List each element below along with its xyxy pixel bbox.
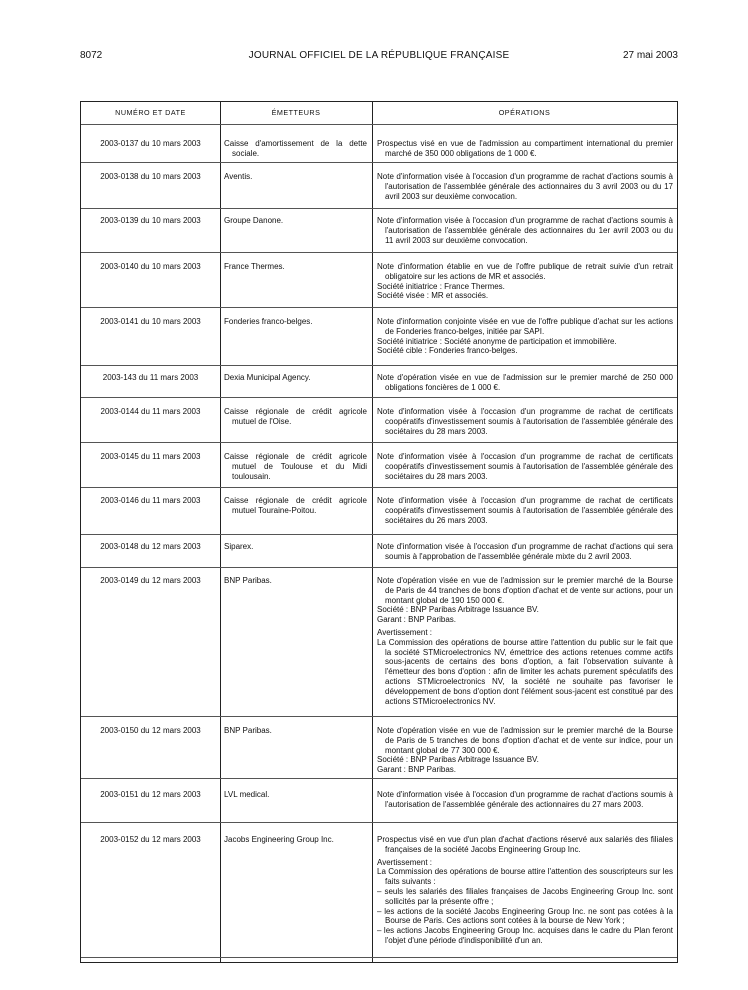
row-operations: Note d'information visée à l'occasion d'un programme de rachat d'actions qui sera soumis à l'approbation de l'assemblée générale mixte du 2 avril 2003.	[377, 542, 673, 561]
column-divider	[372, 102, 373, 962]
row-operations: Note d'information conjointe visée en vue de l'offre publique d'achat sur les actions de Fonderies franco-belges, initiée par SAPI. Société initiatrice : Société anonyme de participation et immobilière. Société cible : Fonderies franco-belges.	[377, 317, 673, 356]
row-number-date: 2003-0151 du 12 mars 2003	[100, 790, 201, 799]
row-number-date: 2003-0139 du 10 mars 2003	[100, 216, 201, 225]
row-issuer: Caisse d'amortissement de la dette sociale.	[224, 139, 367, 158]
row-divider	[81, 534, 677, 535]
row-divider	[81, 442, 677, 443]
row-operations: Note d'information visée à l'occasion d'un programme de rachat d'actions soumis à l'autorisation de l'assemblée générale des actionnaires du 27 mars 2003.	[377, 790, 673, 809]
row-issuer: Dexia Municipal Agency.	[224, 373, 311, 382]
row-issuer: Caisse régionale de crédit agricole mutuel Touraine-Poitou.	[224, 496, 367, 515]
row-divider	[81, 822, 677, 823]
row-divider	[81, 162, 677, 163]
row-divider	[81, 487, 677, 488]
column-header-number-date: NUMÉRO ET DATE	[115, 108, 186, 117]
row-operations: Note d'information visée à l'occasion d'un programme de rachat de certificats coopératifs d'investissement soumis à l'autorisation de l'assemblée générale des sociétaires du 28 mars 2003.	[377, 407, 673, 436]
row-number-date: 2003-0140 du 10 mars 2003	[100, 262, 201, 271]
row-operations: Note d'opération visée en vue de l'admission sur le premier marché de la Bourse de Paris de 44 tranches de bons d'option d'achat et de vente sur actions, pour un montant global de 190 150 000 €. Société : BNP Paribas Arbitrage Issuance BV. Garant : BNP Paribas. Avertissement : La Commission des opérations de bourse attire l'attention du public sur le fait que la société STMicroelectronics NV, émettrice des actions retenues comme actifs sous-jacents de certains des bons d'option, a fait l'observation suivante à l'émetteur des bons d'option : afin de limiter les achats purement spéculatifs des actions STMicroelectronics NV, la société ne souhaite pas favoriser le développement de bons d'option dont l'élément sous-jacent est constitué par des actions STMicroelectronics NV.	[377, 576, 673, 706]
row-operations: Prospectus visé en vue d'un plan d'achat d'actions réservé aux salariés des filiales françaises de la société Jacobs Engineering Group Inc. Avertissement : La Commission des opérations de bourse attire l'attention des souscripteurs sur les faits suivants : – seuls les salariés des filiales françaises de Jacobs Engineering Group Inc. sont sollicités par la présente offre ; – les actions de la société Jacobs Engineering Group Inc. ne sont pas cotées à la Bourse de Paris. Ces actions sont cotées à la bourse de New York ; – les actions Jacobs Engineering Group Inc. acquises dans le cadre du Plan feront l'objet d'une période d'indisponibilité d'un an.	[377, 835, 673, 945]
row-divider	[81, 567, 677, 568]
row-issuer: Siparex.	[224, 542, 254, 551]
row-issuer: BNP Paribas.	[224, 726, 272, 735]
column-header-issuers: ÉMETTEURS	[271, 108, 321, 117]
row-number-date: 2003-0145 du 11 mars 2003	[100, 452, 201, 461]
row-operations: Note d'information visée à l'occasion d'un programme de rachat de certificats coopératifs d'investissement soumis à l'autorisation de l'assemblée générale des sociétaires du 26 mars 2003.	[377, 496, 673, 525]
row-issuer: Fonderies franco-belges.	[224, 317, 313, 326]
row-divider	[81, 397, 677, 398]
row-divider	[81, 365, 677, 366]
journal-title: JOURNAL OFFICIEL DE LA RÉPUBLIQUE FRANÇAISE	[248, 50, 510, 61]
row-issuer: Groupe Danone.	[224, 216, 284, 225]
page-number: 8072	[80, 50, 103, 61]
row-operations: Note d'information visée à l'occasion d'un programme de rachat d'actions soumis à l'autorisation de l'assemblée générale des actionnaires du 3 avril 2003 ou du 17 avril 2003 sur deuxième convocation.	[377, 172, 673, 201]
row-operations: Note d'information établie en vue de l'offre publique de retrait suivie d'un retrait obligatoire sur les actions de MR et associés. Société initiatrice : France Thermes. Société visée : MR et associés.	[377, 262, 673, 301]
row-divider	[81, 957, 677, 958]
row-operations: Note d'information visée à l'occasion d'un programme de rachat de certificats coopératifs d'investissement soumis à l'autorisation de l'assemblée générale des sociétaires du 28 mars 2003.	[377, 452, 673, 481]
row-issuer: LVL medical.	[224, 790, 270, 799]
column-divider	[220, 102, 221, 962]
row-number-date: 2003-0144 du 11 mars 2003	[100, 407, 201, 416]
row-operations: Note d'information visée à l'occasion d'un programme de rachat d'actions soumis à l'autorisation de l'assemblée générale des actionnaires du 1er avril 2003 ou du 11 avril 2003 sur deuxième convocation.	[377, 216, 673, 245]
row-divider	[81, 252, 677, 253]
row-number-date: 2003-0137 du 10 mars 2003	[100, 139, 201, 148]
row-issuer: France Thermes.	[224, 262, 285, 271]
issue-date: 27 mai 2003	[622, 50, 678, 61]
row-issuer: Caisse régionale de crédit agricole mutuel de Toulouse et du Midi toulousain.	[224, 452, 367, 481]
row-divider	[81, 716, 677, 717]
row-operations: Note d'opération visée en vue de l'admission sur le premier marché de 250 000 obligations foncières de 1 000 €.	[377, 373, 673, 392]
row-issuer: Aventis.	[224, 172, 253, 181]
row-issuer: BNP Paribas.	[224, 576, 272, 585]
row-number-date: 2003-0150 du 12 mars 2003	[100, 726, 201, 735]
row-number-date: 2003-0138 du 10 mars 2003	[100, 172, 201, 181]
row-number-date: 2003-0146 du 11 mars 2003	[100, 496, 201, 505]
row-number-date: 2003-0148 du 12 mars 2003	[100, 542, 201, 551]
row-number-date: 2003-0149 du 12 mars 2003	[100, 576, 201, 585]
row-divider	[81, 778, 677, 779]
row-number-date: 2003-0152 du 12 mars 2003	[100, 835, 201, 844]
page-header	[80, 50, 678, 64]
row-issuer: Caisse régionale de crédit agricole mutuel de l'Oise.	[224, 407, 367, 426]
row-number-date: 2003-0141 du 10 mars 2003	[100, 317, 201, 326]
row-number-date: 2003-143 du 11 mars 2003	[102, 373, 199, 382]
row-operations: Note d'opération visée en vue de l'admission sur le premier marché de la Bourse de Paris de 5 tranches de bons d'option d'achat et de vente sur indice, pour un montant global de 77 300 000 €. Société : BNP Paribas Arbitrage Issuance BV. Garant : BNP Paribas.	[377, 726, 673, 775]
row-divider	[81, 307, 677, 308]
column-header-operations: OPÉRATIONS	[498, 108, 551, 117]
row-divider	[81, 124, 677, 125]
announcements-table	[80, 101, 678, 963]
row-divider	[81, 208, 677, 209]
row-issuer: Jacobs Engineering Group Inc.	[224, 835, 334, 844]
row-operations: Prospectus visé en vue de l'admission au compartiment international du premier marché de 350 000 obligations de 1 000 €.	[377, 139, 673, 158]
